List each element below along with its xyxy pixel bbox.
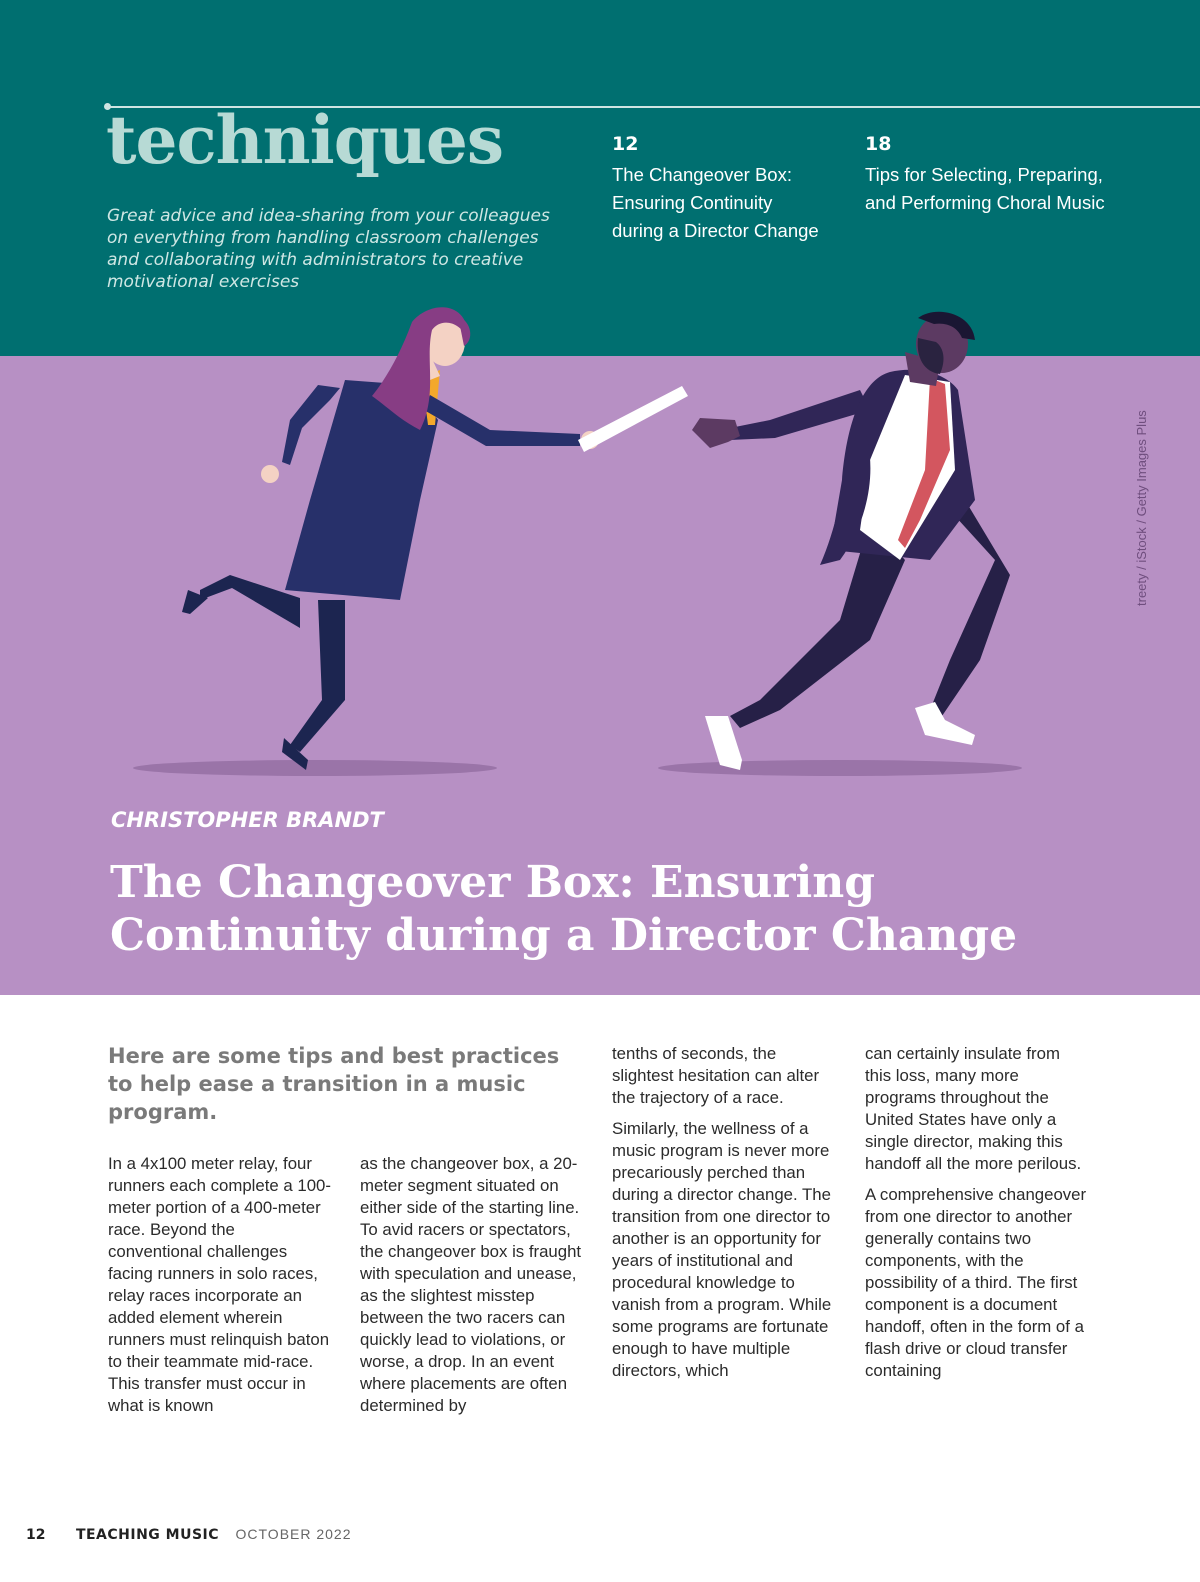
toc-page-number: 12 — [612, 133, 639, 155]
relay-baton — [578, 386, 688, 452]
article-byline: CHRISTOPHER BRANDT — [111, 808, 384, 832]
footer-magazine-name: TEACHING MUSIC — [75, 1527, 220, 1543]
article-paragraph: In a 4x100 meter relay, four runners each complete a 100-meter portion of a 400-meter race. Beyond the conventional challenges facing runners in solo races, relay races incorporate an added element wherein runners must relinquish baton to their teammate mid-race. This transfer must occur in what is known — [108, 1154, 331, 1415]
article-deck: Here are some tips and best practices to help ease a transition in a music program. — [108, 1044, 560, 1124]
article-paragraph: A comprehensive changeover from one director to another generally contains two components, with the possibility of a third. The first component is a document handoff, often in the form of a flash drive or cloud transfer containing — [865, 1185, 1087, 1380]
article-headline: The Changeover Box: Ensuring Continuity during a Director Change — [110, 857, 1018, 961]
article-paragraph: Similarly, the wellness of a music program is never more precariously perched than during a director change. The transition from one director to another is an opportunity for years of institutional and procedural knowledge to vanish from a program. While some programs are fortunate enough to have multiple directors, which — [612, 1119, 832, 1380]
photo-credit: treety / iStock / Getty Images Plus — [1134, 410, 1149, 606]
section-description: Great advice and idea-sharing from your colleagues on everything from handling classroom challenges and collaborating with administrators to creative motivational exercises — [107, 206, 550, 292]
toc-title: The Changeover Box: Ensuring Continuity during a Director Change — [612, 164, 819, 241]
runner-shadow — [133, 760, 497, 776]
runner-shadow — [658, 760, 1022, 776]
article-column-2 — [360, 1153, 585, 1426]
page-footer — [26, 1526, 352, 1543]
footer-issue-date: OCTOBER 2022 — [235, 1526, 352, 1542]
relay-handoff-illustration — [0, 300, 1200, 800]
man-runner-figure — [692, 312, 1010, 770]
article-column-3 — [612, 1043, 837, 1391]
toc-page-number: 18 — [865, 133, 892, 155]
article-paragraph: tenths of seconds, the slightest hesitation can alter the trajectory of a race. — [612, 1044, 820, 1107]
woman-runner-figure — [182, 307, 599, 770]
toc-title: Tips for Selecting, Preparing, and Performing Choral Music — [865, 164, 1105, 213]
toc-entry[interactable] — [865, 133, 1105, 217]
toc-entry[interactable] — [612, 133, 822, 245]
section-title: techniques — [106, 101, 503, 179]
article-column-4 — [865, 1043, 1090, 1391]
article-column-1 — [108, 1153, 333, 1426]
footer-page-number: 12 — [26, 1527, 46, 1543]
article-paragraph: can certainly insulate from this loss, many more programs throughout the United States have only a single director, making this handoff all the more perilous. — [865, 1044, 1082, 1173]
article-paragraph: as the changeover box, a 20-meter segment situated on either side of the starting line. To avid racers or spectators, the changeover box is fraught with speculation and unease, as the slightest misstep between the two racers can quickly lead to violations, or worse, a drop. In an event where placements are often determined by — [360, 1154, 582, 1415]
